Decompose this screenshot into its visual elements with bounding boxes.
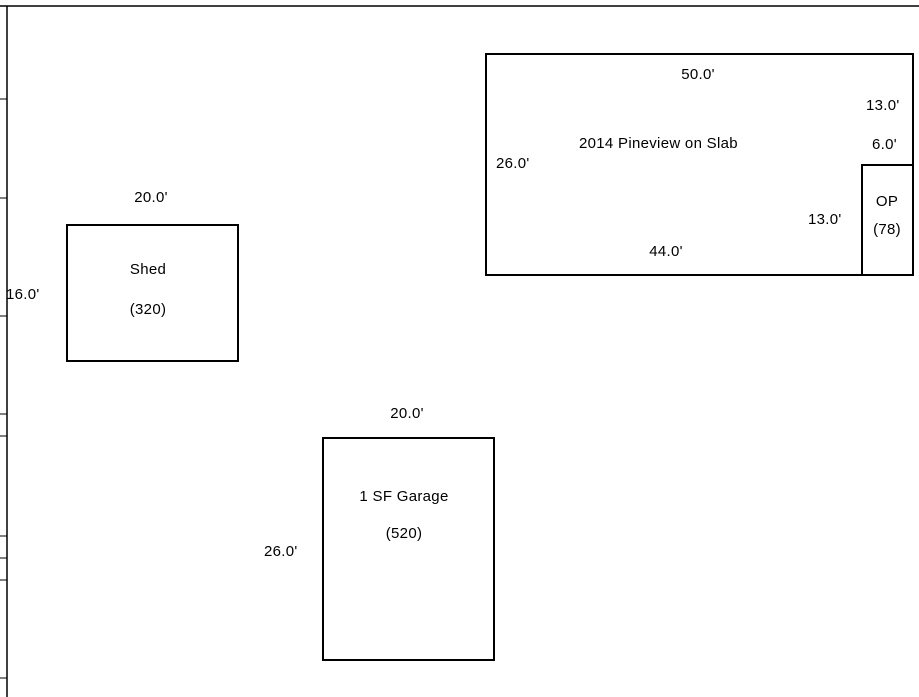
- house-right-lower-dimension: 13.0': [808, 211, 842, 228]
- main-house-outline: [486, 54, 913, 275]
- house-right-upper-dimension: 13.0': [866, 97, 900, 114]
- house-name-label: 2014 Pineview on Slab: [579, 135, 738, 152]
- porch-code-label: OP: [875, 193, 899, 210]
- garage-outline: [323, 438, 494, 660]
- garage-name-label: 1 SF Garage: [359, 488, 449, 505]
- garage-left-dimension: 26.0': [264, 543, 298, 560]
- shed-left-dimension: 16.0': [6, 286, 40, 303]
- porch-outline: [862, 165, 913, 275]
- house-step-dimension: 6.0': [872, 136, 897, 153]
- shed-area-label: (320): [129, 301, 167, 318]
- garage-area-label: (520): [385, 525, 423, 542]
- shed-name-label: Shed: [129, 261, 167, 278]
- shed-top-dimension: 20.0': [134, 189, 168, 206]
- porch-area-label: (78): [873, 221, 901, 238]
- house-left-dimension: 26.0': [496, 155, 530, 172]
- garage-top-dimension: 20.0': [390, 405, 424, 422]
- left-ruler-ticks: [0, 99, 7, 678]
- shed-outline: [67, 225, 238, 361]
- house-bottom-dimension: 44.0': [649, 243, 683, 260]
- house-top-dimension: 50.0': [681, 66, 715, 83]
